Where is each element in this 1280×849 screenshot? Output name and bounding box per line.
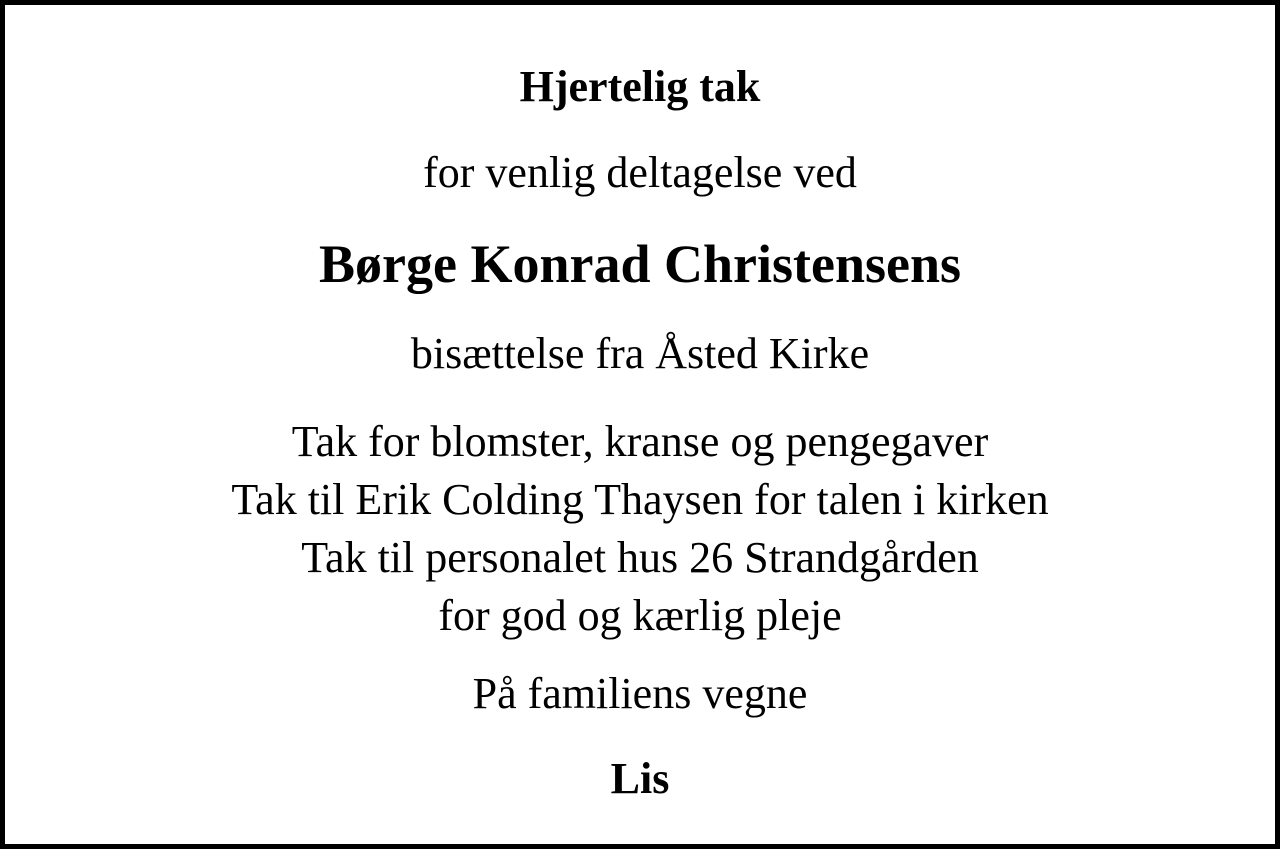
signature: Lis [610, 754, 670, 803]
notice-heading: Hjertelig tak [519, 62, 761, 111]
on-behalf-line: På familiens vegne [472, 669, 808, 718]
thanks-line: Tak for blomster, kranse og pengegaver [291, 417, 989, 466]
thanks-line: Tak til Erik Colding Thaysen for talen i kirken [231, 475, 1049, 524]
thanks-line: Tak til personalet hus 26 Strandgården [301, 533, 979, 582]
deceased-name: Børge Konrad Christensens [318, 234, 961, 294]
notice-intro: for venlig deltagelse ved [423, 148, 857, 197]
thanks-paragraph [5, 413, 1275, 645]
thanks-line: for god og kærlig pleje [438, 591, 842, 640]
service-venue: bisættelse fra Åsted Kirke [410, 329, 870, 378]
